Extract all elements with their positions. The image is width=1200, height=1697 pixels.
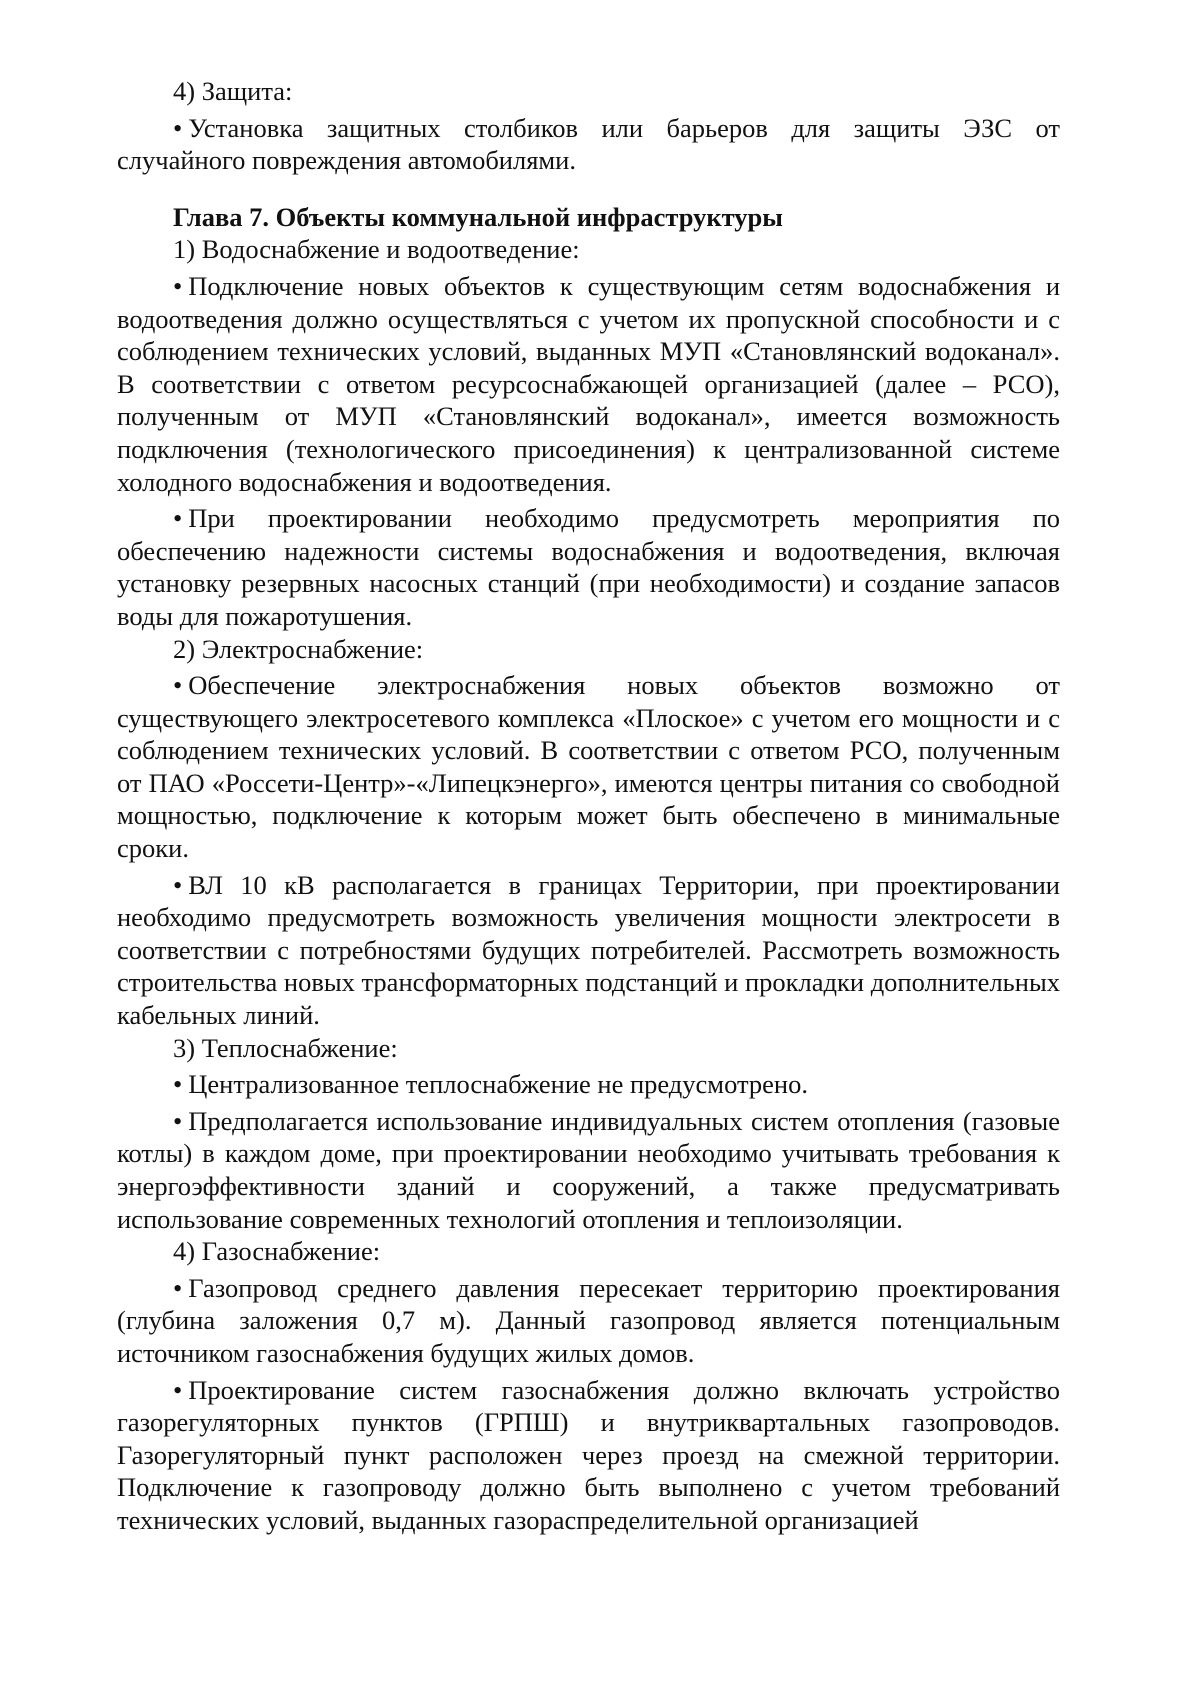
section-water-title: 1) Водоснабжение и водоотведение: [173,234,580,265]
bullet-icon: • [173,270,183,301]
list-item-text: Обеспечение электроснабжения новых объектов возможно от существующего электросетевого комплекса «Плоское» с учетом его мощности и с соблюдением технических условий. В соответствии с ответом РСО, полученным от ПАО «Россети-Центр»-«Липецкэнерго», имеются центры питания со свободной мощностью, подключение к которым может быть обеспечено в минимальные сроки. [117,670,1060,864]
list-item-text: Централизованное теплоснабжение не предусмотрено. [188,1069,808,1100]
list-item-text: Газопровод среднего давления пересекает территорию проектирования (глубина заложения 0,7 м). Данный газопровод является потенциальным источником газоснабжения будущих жилых домов. [117,1272,1060,1368]
list-item-text: Установка защитных столбиков или барьеров для защиты ЭЗС от случайного повреждения автомобилями. [117,112,1060,176]
section-protection-title: 4) Защита: [173,76,293,106]
list-item-text: При проектировании необходимо предусмотреть мероприятия по обеспечению надежности системы водоснабжения и водоотведения, включая установку резервных насосных станций (при необходимости) и создание запасов воды для пожаротушения. [117,503,1060,631]
list-item [117,112,1060,177]
list-item [117,270,1060,498]
section-gas-title: 4) Газоснабжение: [173,1236,381,1267]
list-item [117,1068,1060,1101]
chapter-heading: Глава 7. Объекты коммунальной инфраструктуры [173,201,783,232]
list-item [117,1272,1060,1370]
list-item-text: Проектирование систем газоснабжения должно включать устройство газорегуляторных пунктов (ГРПШ) и внутриквартальных газопроводов. Газорегуляторный пункт расположен через проезд на смежной территории. Подключение к газопроводу должно быть выполнено с учетом требований технических условий, выданных газораспределительной организацией [117,1374,1060,1535]
list-item-text: ВЛ 10 кВ располагается в границах Территории, при проектировании необходимо предусмотреть возможность увеличения мощности электросети в соответствии с потребностями будущих потребителей. Рассмотреть возможность строительства новых трансформаторных подстанций и прокладки дополнительных кабельных линий. [117,869,1060,1031]
bullet-icon: • [173,1272,183,1303]
bullet-icon: • [173,869,183,900]
list-item [117,502,1060,632]
list-item [117,1105,1060,1235]
section-power-title: 2) Электроснабжение: [173,633,424,664]
bullet-icon: • [173,670,183,701]
bullet-icon: • [173,112,183,143]
list-item [117,869,1060,1032]
bullet-icon: • [173,1069,183,1100]
list-item [117,1374,1060,1537]
list-item [117,669,1060,865]
list-item-text: Подключение новых объектов к существующим сетям водоснабжения и водоотведения должно осуществляться с учетом их пропускной способности и с соблюдением технических условий, выданных МУП «Становлянский водоканал». В соответствии с ответом ресурсоснабжающей организацией (далее – РСО), полученным от МУП «Становлянский водоканал», имеется возможность подключения (технологического присоединения) к централизованной системе холодного водоснабжения и водоотведения. [117,270,1060,497]
list-item-text: Предполагается использование индивидуальных систем отопления (газовые котлы) в каждом доме, при проектировании необходимо учитывать требования к энергоэффективности зданий и сооружений, а также предусматривать использование современных технологий отопления и теплоизоляции. [117,1105,1060,1234]
bullet-icon: • [173,503,183,534]
section-heating-title: 3) Теплоснабжение: [173,1032,398,1063]
bullet-icon: • [173,1374,183,1405]
bullet-icon: • [173,1105,183,1136]
